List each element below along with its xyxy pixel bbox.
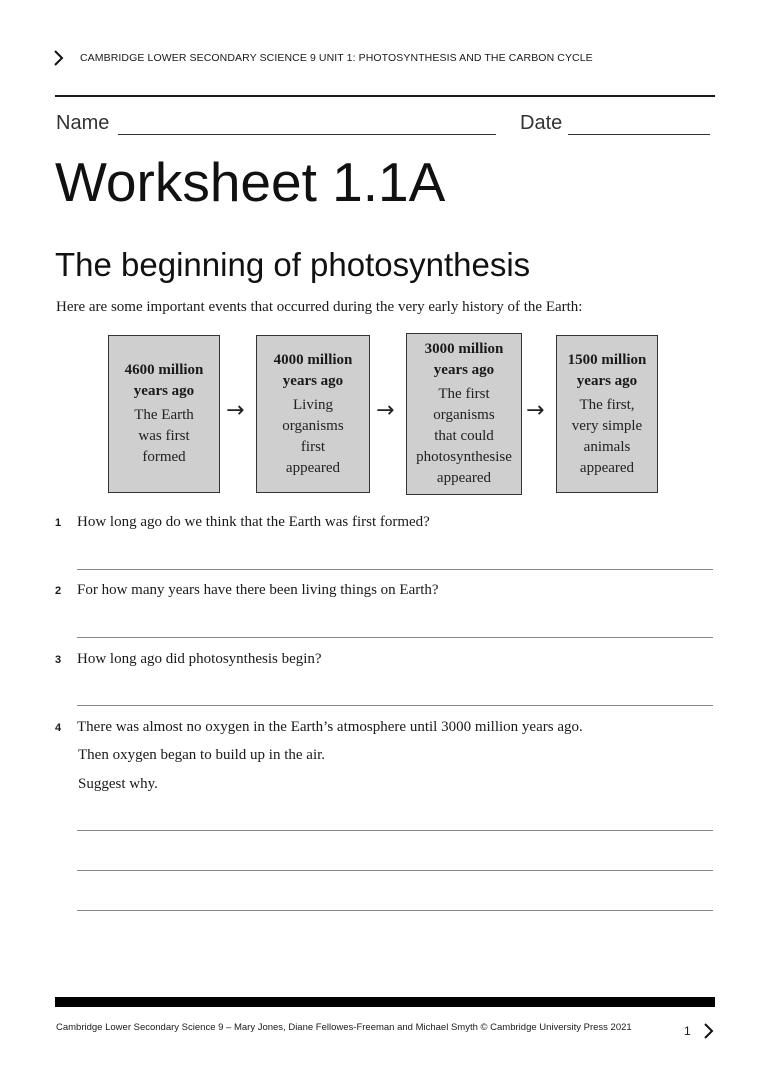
name-label: Name bbox=[56, 112, 110, 134]
question-number: 4 bbox=[55, 722, 62, 734]
page-number: 1 bbox=[684, 1024, 691, 1038]
question-text: For how many years have there been living things on Earth? bbox=[77, 582, 439, 598]
timeline-box bbox=[406, 333, 522, 495]
name-date-row bbox=[56, 112, 716, 140]
timeline-box bbox=[108, 335, 220, 493]
chevron-right-icon bbox=[52, 48, 64, 68]
question-text: Then oxygen began to build up in the air. bbox=[78, 747, 326, 763]
arrow-right-icon: → bbox=[526, 398, 545, 423]
question-text: Suggest why. bbox=[78, 776, 158, 792]
question-4 bbox=[55, 719, 583, 736]
name-field[interactable] bbox=[118, 134, 496, 135]
timeline-date: 3000 million years ago bbox=[424, 341, 504, 378]
running-header: CAMBRIDGE LOWER SECONDARY SCIENCE 9 UNIT 1: PHOTOSYNTHESIS AND THE CARBON CYCLE bbox=[80, 52, 593, 64]
arrow-right-icon: → bbox=[226, 398, 245, 423]
question-number: 1 bbox=[55, 517, 62, 529]
timeline-event: The first organisms that could photosynthesise appeared bbox=[416, 386, 512, 486]
worksheet-subtitle: The beginning of photosynthesis bbox=[55, 246, 531, 283]
timeline-event: The first, very simple animals appeared bbox=[571, 396, 643, 476]
timeline-box bbox=[556, 335, 658, 493]
worksheet-title: Worksheet 1.1A bbox=[55, 151, 446, 213]
answer-line[interactable] bbox=[77, 830, 713, 831]
arrow-right-icon: → bbox=[376, 398, 395, 423]
timeline-date: 4600 million years ago bbox=[124, 362, 204, 399]
question-3 bbox=[55, 651, 322, 668]
question-number: 3 bbox=[55, 654, 62, 666]
answer-line[interactable] bbox=[77, 910, 713, 911]
timeline-date: 4000 million years ago bbox=[273, 351, 353, 389]
date-label: Date bbox=[520, 112, 563, 134]
answer-line[interactable] bbox=[77, 637, 713, 638]
intro-text: Here are some important events that occurred during the very early history of the Earth: bbox=[56, 299, 583, 315]
date-field[interactable] bbox=[568, 134, 710, 135]
question-text: How long ago did photosynthesis begin? bbox=[77, 651, 322, 667]
footer-credit: Cambridge Lower Secondary Science 9 – Mary Jones, Diane Fellowes-Freeman and Michael Smyth © Cambridge University Press 2021 bbox=[56, 1022, 632, 1033]
question-1 bbox=[55, 514, 430, 531]
timeline-date: 1500 million years ago bbox=[567, 351, 647, 389]
answer-line[interactable] bbox=[77, 705, 713, 706]
question-number: 2 bbox=[55, 585, 62, 597]
answer-line[interactable] bbox=[77, 569, 713, 570]
timeline-box bbox=[256, 335, 370, 493]
chevron-right-icon[interactable] bbox=[702, 1021, 714, 1041]
header-rule bbox=[55, 95, 715, 97]
timeline-event: The Earth was first formed bbox=[134, 407, 194, 465]
question-text: How long ago do we think that the Earth was first formed? bbox=[77, 514, 430, 530]
question-2 bbox=[55, 582, 439, 599]
question-text: There was almost no oxygen in the Earth’s atmosphere until 3000 million years ago. bbox=[77, 719, 583, 735]
timeline-event: Living organisms first appeared bbox=[282, 396, 344, 476]
answer-line[interactable] bbox=[77, 870, 713, 871]
footer-bar bbox=[55, 997, 715, 1007]
